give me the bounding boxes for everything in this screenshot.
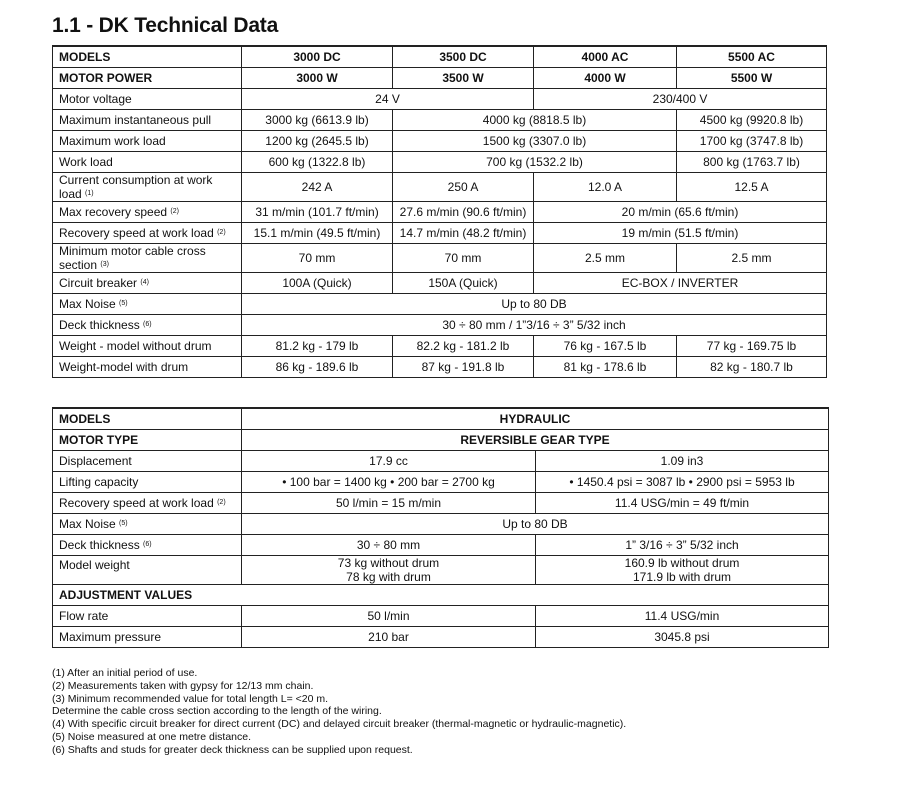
motor-voltage-row [53, 88, 827, 109]
cell: 1500 kg (3307.0 lb) [393, 130, 677, 151]
row-label-text: Recovery speed at work load [59, 495, 214, 510]
cell-line: 160.9 lb without drum [624, 555, 740, 570]
cell [536, 555, 829, 584]
footnote-ref: (1) [85, 189, 94, 197]
cell: • 100 bar = 1400 kg • 200 bar = 2700 kg [242, 471, 536, 492]
cell: • 1450.4 psi = 3087 lb • 2900 psi = 5953 lb [536, 471, 829, 492]
cell: 700 kg (1532.2 lb) [393, 151, 677, 172]
cell: 3000 W [242, 67, 393, 88]
row-label: MOTOR POWER [53, 67, 242, 88]
models-label: MODELS [53, 408, 242, 429]
cell: 600 kg (1322.8 lb) [242, 151, 393, 172]
max-pull-row [53, 109, 827, 130]
weight-drum-row [53, 356, 827, 377]
cell: 4000 W [534, 67, 677, 88]
cell: Up to 80 DB [242, 513, 829, 534]
flow-row [53, 605, 829, 626]
model-header: 4000 AC [534, 46, 677, 67]
cell [242, 555, 536, 584]
row-label [53, 222, 242, 243]
footnote: (6) Shafts and studs for greater deck thickness can be supplied upon request. [52, 743, 413, 756]
weight-no-drum-row [53, 335, 827, 356]
cell: 230/400 V [534, 88, 827, 109]
cell: 1” 3/16 ÷ 3” 5/32 inch [536, 534, 829, 555]
row-label-text: Minimum motor cable cross section [59, 243, 206, 272]
cell-line: 73 kg without drum [337, 555, 440, 570]
cell: 81 kg - 178.6 lb [534, 356, 677, 377]
cell: 1200 kg (2645.5 lb) [242, 130, 393, 151]
cell: 3500 W [393, 67, 534, 88]
row-label: Maximum pressure [53, 626, 242, 647]
adjustment-row [53, 584, 829, 605]
model-weight-row [53, 555, 829, 584]
row-label: Weight - model without drum [53, 335, 242, 356]
cell: 100A (Quick) [242, 272, 393, 293]
cell: 87 kg - 191.8 lb [393, 356, 534, 377]
row-label [53, 293, 242, 314]
footnote-ref: (6) [143, 320, 152, 328]
cell: 86 kg - 189.6 lb [242, 356, 393, 377]
cell: 50 l/min = 15 m/min [242, 492, 536, 513]
cell: 3045.8 psi [536, 626, 829, 647]
cell: 19 m/min (51.5 ft/min) [534, 222, 827, 243]
cell: 11.4 USG/min [536, 605, 829, 626]
cell: 24 V [242, 88, 534, 109]
row-label-text: Max Noise [59, 516, 116, 531]
cell: 30 ÷ 80 mm [242, 534, 536, 555]
footnote: (2) Measurements taken with gypsy for 12/13 mm chain. [52, 679, 314, 692]
cable-row [53, 243, 827, 272]
cell: 210 bar [242, 626, 536, 647]
cell: 2.5 mm [534, 243, 677, 272]
cell: 15.1 m/min (49.5 ft/min) [242, 222, 393, 243]
hyd-deck-row [53, 534, 829, 555]
footnote: Determine the cable cross section according to the length of the wiring. [52, 705, 382, 718]
row-label-text: Recovery speed at work load [59, 225, 214, 240]
breaker-row [53, 272, 827, 293]
cell: 82.2 kg - 181.2 lb [393, 335, 534, 356]
footnote-ref: (6) [143, 540, 152, 548]
cell: 70 mm [393, 243, 534, 272]
cell: 82 kg - 180.7 lb [677, 356, 827, 377]
motor-power-row [53, 67, 827, 88]
footnote-ref: (2) [217, 228, 226, 236]
row-label-text: Current consumption at work load [59, 172, 213, 201]
cell: 242 A [242, 172, 393, 201]
cell: 3000 kg (6613.9 lb) [242, 109, 393, 130]
cell: 250 A [393, 172, 534, 201]
row-label-text: Max recovery speed [59, 204, 168, 219]
footnote-ref: (2) [217, 498, 226, 506]
hydraulic-specs-table [52, 407, 829, 648]
electric-specs-table [52, 45, 827, 378]
row-label: MOTOR TYPE [53, 429, 242, 450]
motor-type-row [53, 429, 829, 450]
cell: 150A (Quick) [393, 272, 534, 293]
footnote-ref: (5) [119, 299, 128, 307]
model-header: HYDRAULIC [242, 408, 829, 429]
cell: 31 m/min (101.7 ft/min) [242, 201, 393, 222]
cell: 12.5 A [677, 172, 827, 201]
cell: 1.09 in3 [536, 450, 829, 471]
cell: Up to 80 DB [242, 293, 827, 314]
row-label: Maximum instantaneous pull [53, 109, 242, 130]
row-label [53, 243, 242, 272]
row-label [53, 172, 242, 201]
cell: EC-BOX / INVERTER [534, 272, 827, 293]
footnote-ref: (5) [119, 519, 128, 527]
hyd-models-row [53, 408, 829, 429]
cell: 800 kg (1763.7 lb) [677, 151, 827, 172]
model-header: 5500 AC [677, 46, 827, 67]
footnote-ref: (3) [100, 260, 109, 268]
cell: 70 mm [242, 243, 393, 272]
displacement-row [53, 450, 829, 471]
page-title: 1.1 - DK Technical Data [52, 14, 279, 37]
max-recovery-row [53, 201, 827, 222]
footnotes [52, 667, 626, 757]
row-label [53, 272, 242, 293]
cell: 50 l/min [242, 605, 536, 626]
row-label [53, 534, 242, 555]
pressure-row [53, 626, 829, 647]
cell: 11.4 USG/min = 49 ft/min [536, 492, 829, 513]
row-label [53, 201, 242, 222]
footnote: (5) Noise measured at one metre distance. [52, 730, 252, 743]
cell: 30 ÷ 80 mm / 1”3/16 ÷ 3” 5/32 inch [242, 314, 827, 335]
hyd-noise-row [53, 513, 829, 534]
row-label: Model weight [53, 555, 242, 584]
cell: 2.5 mm [677, 243, 827, 272]
cell: 5500 W [677, 67, 827, 88]
row-label: Lifting capacity [53, 471, 242, 492]
row-label-text: Max Noise [59, 296, 116, 311]
row-label-text: Circuit breaker [59, 275, 138, 290]
cell: 20 m/min (65.6 ft/min) [534, 201, 827, 222]
row-label: Weight-model with drum [53, 356, 242, 377]
cell: 1700 kg (3747.8 lb) [677, 130, 827, 151]
models-row [53, 46, 827, 67]
cell-line: 171.9 lb with drum [632, 569, 732, 584]
cell: 77 kg - 169.75 lb [677, 335, 827, 356]
cell: 17.9 cc [242, 450, 536, 471]
work-load-row [53, 151, 827, 172]
row-label: Motor voltage [53, 88, 242, 109]
cell: 4000 kg (8818.5 lb) [393, 109, 677, 130]
recovery-row [53, 222, 827, 243]
footnote: (3) Minimum recommended value for total length L= <20 m. [52, 692, 329, 705]
current-row [53, 172, 827, 201]
cell: 12.0 A [534, 172, 677, 201]
cell-line: 78 kg with drum [346, 569, 431, 584]
row-label: Flow rate [53, 605, 242, 626]
row-label [53, 513, 242, 534]
row-label: Work load [53, 151, 242, 172]
noise-row [53, 293, 827, 314]
row-label [53, 314, 242, 335]
cell: 4500 kg (9920.8 lb) [677, 109, 827, 130]
footnote: (4) With specific circuit breaker for direct current (DC) and delayed circuit breaker (thermal-magnetic or hydraulic-magnetic). [52, 718, 627, 731]
row-label: Maximum work load [53, 130, 242, 151]
footnote: (1) After an initial period of use. [52, 667, 198, 679]
row-label-text: Deck thickness [59, 537, 140, 552]
lifting-row [53, 471, 829, 492]
cell: 27.6 m/min (90.6 ft/min) [393, 201, 534, 222]
row-label [53, 492, 242, 513]
models-label: MODELS [53, 46, 242, 67]
cell: REVERSIBLE GEAR TYPE [242, 429, 829, 450]
row-label-text: Deck thickness [59, 317, 140, 332]
cell: 76 kg - 167.5 lb [534, 335, 677, 356]
section-heading: ADJUSTMENT VALUES [53, 584, 829, 605]
model-header: 3500 DC [393, 46, 534, 67]
row-label: Displacement [53, 450, 242, 471]
cell: 14.7 m/min (48.2 ft/min) [393, 222, 534, 243]
deck-row [53, 314, 827, 335]
hyd-recovery-row [53, 492, 829, 513]
footnote-ref: (2) [170, 207, 179, 215]
max-work-load-row [53, 130, 827, 151]
model-header: 3000 DC [242, 46, 393, 67]
cell: 81.2 kg - 179 lb [242, 335, 393, 356]
footnote-ref: (4) [140, 278, 149, 286]
